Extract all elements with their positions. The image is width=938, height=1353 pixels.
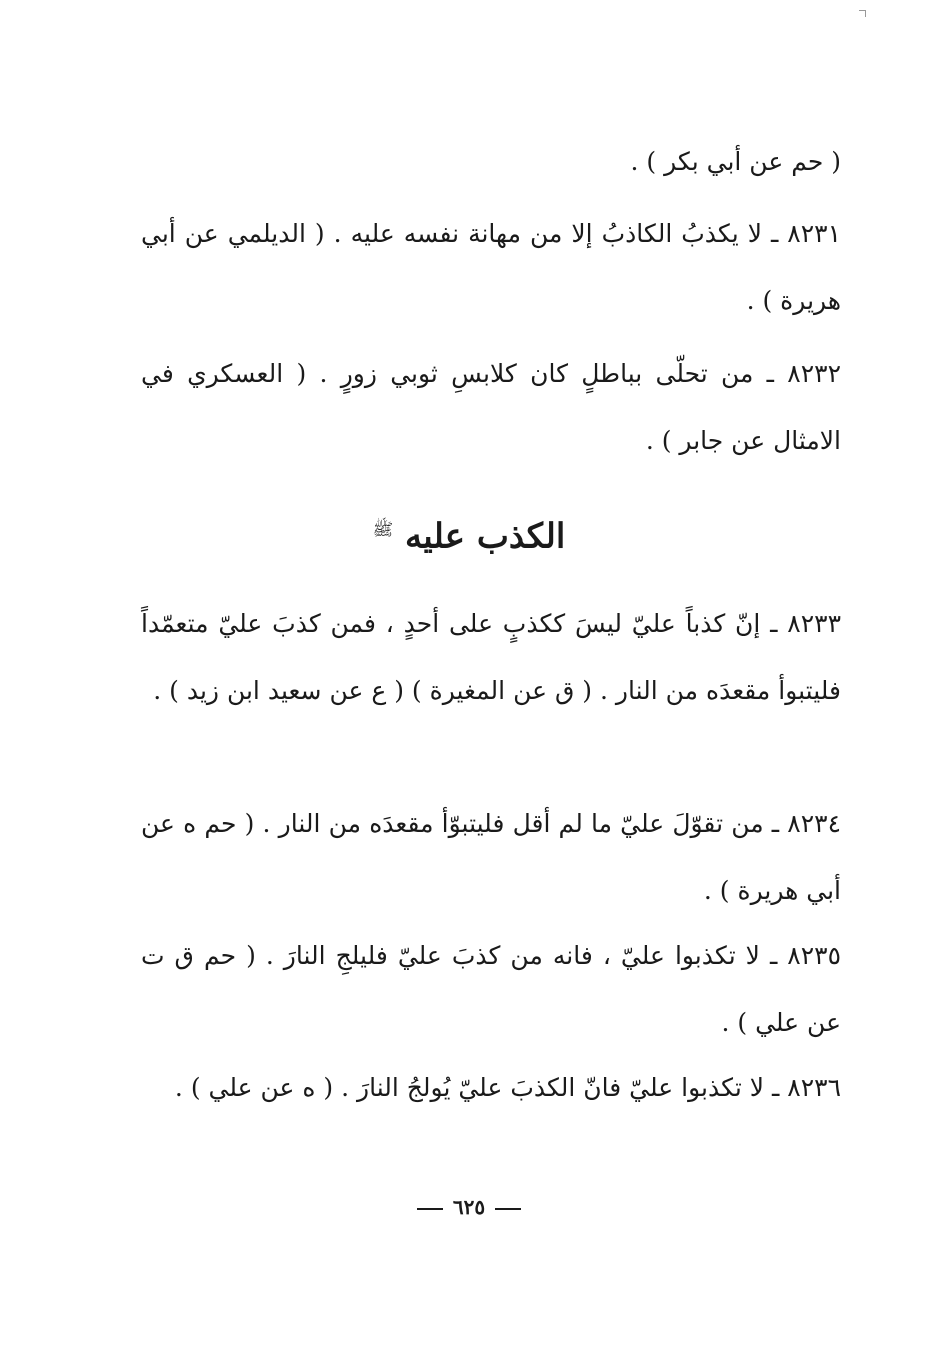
hadith-entry-8233: ٨٢٣٣ ـ إنّ كذباً عليّ ليسَ ككذبٍ على أحدٍ ، فمن كذبَ عليّ متعمّداً فليتبوأ مقعدَه من النار . ( ق عن المغيرة ) ( ع عن سعيد ابن زيد ) . (141, 609, 841, 705)
page-number (0, 1195, 938, 1219)
corner-mark (859, 10, 866, 17)
hadith-entry-8236: ٨٢٣٦ ـ لا تكذبوا عليّ فانّ الكذبَ عليّ يُولجُ النارَ . ( ه عن علي ) . (174, 1073, 841, 1102)
section-heading-title: الكذب عليه (405, 516, 566, 557)
page-number-dash-left (417, 1208, 443, 1210)
hadith-entry-8235: ٨٢٣٥ ـ لا تكذبوا عليّ ، فانه من كذبَ عليّ فليلجِ النارَ . ( حم ق ت عن علي ) . (141, 941, 841, 1037)
citation-line: ( حم عن أبي بكر ) . (630, 147, 841, 176)
hadith-entry-8231: ٨٢٣١ ـ لا يكذبُ الكاذبُ إلا من مهانة نفسه عليه . ( الديلمي عن أبي هريرة ) . (141, 219, 841, 315)
hadith-entry-8232: ٨٢٣٢ ـ من تحلّى بباطلٍ كان كلابسِ ثوبي زورٍ . ( العسكري في الامثال عن جابر ) . (141, 359, 841, 455)
page-number-value: ٦٢٥ (452, 1195, 486, 1219)
page-number-dash-right (495, 1208, 521, 1210)
salutation-mark: ﷺ (372, 520, 394, 540)
hadith-entry-8234: ٨٢٣٤ ـ من تقوّلَ عليّ ما لم أقل فليتبوّأ مقعدَه من النار . ( حم ه عن أبي هريرة ) . (141, 809, 841, 905)
section-heading (0, 500, 938, 566)
